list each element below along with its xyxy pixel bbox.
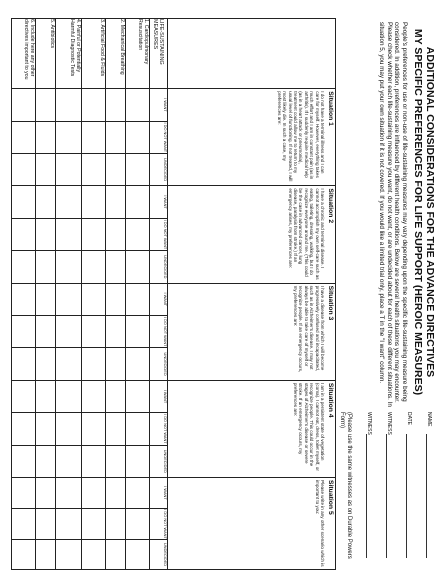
checkbox-cell[interactable] xyxy=(56,477,82,508)
checkbox-cell[interactable] xyxy=(36,121,56,153)
s5-undecided-header: UNDECIDED xyxy=(150,540,168,570)
situation-5-heading: Situation 5 xyxy=(327,479,334,515)
checkbox-cell[interactable] xyxy=(56,186,82,218)
measure-label: 3. Artificial Food & Fluids xyxy=(82,19,106,89)
checkbox-cell[interactable] xyxy=(82,89,106,121)
blank-corner-cell xyxy=(168,19,336,89)
checkbox-cell[interactable] xyxy=(106,445,126,477)
checkbox-cell[interactable] xyxy=(12,89,36,121)
checkbox-cell[interactable] xyxy=(82,218,106,250)
checkbox-cell[interactable] xyxy=(36,413,56,445)
checkbox-cell[interactable] xyxy=(36,509,56,540)
checkbox-cell[interactable] xyxy=(12,413,36,445)
situation-1-description: I do not have a terminal illness and I can care for myself. However, everything takes much effort and I am in constant pain (as in arthritis). If I suddenly require medical help (as in a heart attack or pneumonia), treatment could allow me to return to my usual level of functioning. If not treated, I will most likely die. In such a case, my preferences are: xyxy=(276,91,325,182)
s1-undecided-header: UNDECIDED xyxy=(150,153,168,185)
checkbox-cell[interactable] xyxy=(106,153,126,185)
checkbox-cell[interactable] xyxy=(36,153,56,185)
checkbox-cell[interactable] xyxy=(106,283,126,315)
measure-label: 1. Cardiopulmonary Resuscitation xyxy=(126,19,150,89)
checkbox-cell[interactable] xyxy=(36,283,56,315)
date-line xyxy=(406,434,407,558)
situation-5-header xyxy=(168,477,336,569)
checkbox-cell[interactable] xyxy=(106,89,126,121)
checkbox-cell[interactable] xyxy=(82,153,106,185)
checkbox-cell[interactable] xyxy=(56,121,82,153)
checkbox-cell[interactable] xyxy=(56,445,82,477)
checkbox-cell[interactable] xyxy=(36,315,56,347)
checkbox-cell[interactable] xyxy=(36,540,56,570)
situation-3-header xyxy=(168,283,336,380)
situation-2-heading: Situation 2 xyxy=(327,188,334,224)
measure-label: 4. Painful or Potentially Harmful Diagnostic Tests xyxy=(56,19,82,89)
checkbox-cell[interactable] xyxy=(56,315,82,347)
checkbox-cell[interactable] xyxy=(106,509,126,540)
choice-header-row xyxy=(150,19,168,570)
checkbox-cell[interactable] xyxy=(106,380,126,412)
witness-note: (Please use the same witnesses as on Durable Powers Form) xyxy=(338,412,352,559)
title-line-1: ADDITIONAL CONSIDERATIONS FOR THE ADVANCE DIRECTIVES xyxy=(424,46,436,378)
checkbox-cell[interactable] xyxy=(56,540,82,570)
checkbox-cell[interactable] xyxy=(126,413,150,445)
checkbox-cell[interactable] xyxy=(56,413,82,445)
s4-do-not-want-header: I DO NOT WANT xyxy=(150,413,168,445)
title-line-2: MY SPECIFIC PREFERENCES FOR LIFE SUPPORT (HEROIC MEASURES) xyxy=(412,28,424,396)
checkbox-cell[interactable] xyxy=(12,477,36,508)
witness-2-line xyxy=(366,434,367,558)
situation-2-header xyxy=(168,186,336,283)
s1-want-header: I WANT xyxy=(150,89,168,121)
situation-3-description: I have a disease from which I will become progressively confused and incapacitated, such as in Alzheimer's disease. I may not always be able to take care of myself or recognize people. If an emergency occurs, my preferences are: xyxy=(292,285,325,373)
s3-want-header: I WANT xyxy=(150,283,168,315)
intro-paragraph: People's preferences for use or non-use of life-sustaining measures may vary depending upon the specific life-sustaining measure being considered. In addition, preferences are influenced by different health conditions. Below are several health situations you may encounter. Please check whether each life-sustaining measure you want, do not want, or are undecided about for each of these different situations. In situation 5, you may put your own situation if it is not covered. If you would like a limited trial only, place a T in the "I want" column. xyxy=(378,22,408,407)
checkbox-cell[interactable] xyxy=(106,348,126,380)
checkbox-cell[interactable] xyxy=(12,218,36,250)
measure-label: 2. Mechanical Breathing xyxy=(106,19,126,89)
checkbox-cell[interactable] xyxy=(36,89,56,121)
checkbox-cell[interactable] xyxy=(82,251,106,283)
checkbox-cell[interactable] xyxy=(82,540,106,570)
witness-1-field[interactable] xyxy=(386,412,392,435)
checkbox-cell[interactable] xyxy=(12,251,36,283)
checkbox-cell[interactable] xyxy=(36,251,56,283)
situation-3-heading: Situation 3 xyxy=(327,285,334,321)
s2-undecided-header: UNDECIDED xyxy=(150,251,168,283)
checkbox-cell[interactable] xyxy=(12,509,36,540)
checkbox-cell[interactable] xyxy=(56,153,82,185)
s3-do-not-want-header: I DO NOT WANT xyxy=(150,315,168,347)
checkbox-cell[interactable] xyxy=(126,218,150,250)
checkbox-cell[interactable] xyxy=(82,413,106,445)
checkbox-cell[interactable] xyxy=(56,348,82,380)
checkbox-cell[interactable] xyxy=(36,477,56,508)
checkbox-cell[interactable] xyxy=(36,218,56,250)
checkbox-cell[interactable] xyxy=(106,186,126,218)
checkbox-cell[interactable] xyxy=(12,380,36,412)
witness-1-label: WITNESS xyxy=(386,412,392,435)
preferences-table xyxy=(11,18,336,570)
checkbox-cell[interactable] xyxy=(82,121,106,153)
witness-2-label: WITNESS xyxy=(366,412,372,435)
checkbox-cell[interactable] xyxy=(106,413,126,445)
measure-label: 5. Antibiotics xyxy=(36,19,56,89)
checkbox-cell[interactable] xyxy=(82,477,106,508)
situation-1-header xyxy=(168,89,336,186)
date-label: DATE xyxy=(406,412,412,425)
checkbox-cell[interactable] xyxy=(106,315,126,347)
checkbox-cell[interactable] xyxy=(126,251,150,283)
checkbox-cell[interactable] xyxy=(12,445,36,477)
measure-row xyxy=(56,19,82,570)
measure-label: 6. Include here any other directives important to you xyxy=(12,19,36,89)
checkbox-cell[interactable] xyxy=(56,380,82,412)
checkbox-cell[interactable] xyxy=(12,283,36,315)
checkbox-cell[interactable] xyxy=(126,380,150,412)
name-line xyxy=(426,434,427,558)
checkbox-cell[interactable] xyxy=(12,121,36,153)
situation-4-description: I am in a persistent state of vegetation (coma). I cannot eat, dress, toilet myself, or recognize people. This could occur in the stages of Alzheimer's disease or severe stroke. If an emergency occurs, my preferences are: xyxy=(292,382,325,471)
checkbox-cell[interactable] xyxy=(106,251,126,283)
checkbox-cell[interactable] xyxy=(56,251,82,283)
checkbox-cell[interactable] xyxy=(126,509,150,540)
situation-2-description: I have a chronic and terminal disease. I cannot accomplish my own self-care such as eating, toileting, dressing, walking, but I do recognize everyone around me. (This could be the case in advanced cancer, lung disease, paralysis from stroke.) If an emergency arises, my preferences are: xyxy=(287,188,325,280)
checkbox-cell[interactable] xyxy=(82,283,106,315)
measure-row xyxy=(82,19,106,570)
checkbox-cell[interactable] xyxy=(12,348,36,380)
s1-do-not-want-header: I DO NOT WANT xyxy=(150,121,168,153)
document-title xyxy=(412,22,436,402)
s5-want-header: I WANT xyxy=(150,477,168,508)
s4-undecided-header: UNDECIDED xyxy=(150,445,168,477)
measure-row xyxy=(126,19,150,570)
name-signature-field[interactable] xyxy=(426,412,432,426)
checkbox-cell[interactable] xyxy=(126,477,150,508)
checkbox-cell[interactable] xyxy=(82,445,106,477)
checkbox-cell[interactable] xyxy=(126,186,150,218)
s3-undecided-header: UNDECIDED xyxy=(150,348,168,380)
s2-want-header: I WANT xyxy=(150,186,168,218)
situation-1-heading: Situation 1 xyxy=(327,91,334,126)
checkbox-cell[interactable] xyxy=(126,315,150,347)
checkbox-cell[interactable] xyxy=(106,121,126,153)
checkbox-cell[interactable] xyxy=(36,380,56,412)
checkbox-cell[interactable] xyxy=(126,121,150,153)
checkbox-cell[interactable] xyxy=(56,89,82,121)
checkbox-cell[interactable] xyxy=(126,348,150,380)
situation-4-heading: Situation 4 xyxy=(327,382,334,418)
checkbox-cell[interactable] xyxy=(82,315,106,347)
situation-4-header xyxy=(168,380,336,477)
checkbox-cell[interactable] xyxy=(126,445,150,477)
name-label: NAME xyxy=(426,412,432,427)
checkbox-cell[interactable] xyxy=(126,540,150,570)
checkbox-cell[interactable] xyxy=(126,89,150,121)
measure-row xyxy=(106,19,126,570)
checkbox-cell[interactable] xyxy=(82,509,106,540)
measure-row xyxy=(36,19,56,570)
s4-want-header: I WANT xyxy=(150,380,168,412)
date-signature-field[interactable] xyxy=(406,412,412,425)
s5-do-not-want-header: I DO NOT WANT xyxy=(150,509,168,540)
checkbox-cell[interactable] xyxy=(36,445,56,477)
witness-2-field[interactable] xyxy=(366,412,372,435)
checkbox-cell[interactable] xyxy=(36,348,56,380)
witness-1-line xyxy=(386,434,387,558)
measures-column-header: LIFE-SUSTAINING MEASURES xyxy=(150,19,168,89)
checkbox-cell[interactable] xyxy=(82,380,106,412)
checkbox-cell[interactable] xyxy=(126,153,150,185)
checkbox-cell[interactable] xyxy=(36,186,56,218)
checkbox-cell[interactable] xyxy=(56,218,82,250)
checkbox-cell[interactable] xyxy=(12,315,36,347)
checkbox-cell[interactable] xyxy=(106,540,126,570)
checkbox-cell[interactable] xyxy=(12,540,36,570)
checkbox-cell[interactable] xyxy=(82,186,106,218)
checkbox-cell[interactable] xyxy=(126,283,150,315)
measure-row xyxy=(12,19,36,570)
checkbox-cell[interactable] xyxy=(106,477,126,508)
checkbox-cell[interactable] xyxy=(56,509,82,540)
checkbox-cell[interactable] xyxy=(12,153,36,185)
checkbox-cell[interactable] xyxy=(56,283,82,315)
s2-do-not-want-header: I DO NOT WANT xyxy=(150,218,168,250)
situation-header-row xyxy=(168,19,336,570)
checkbox-cell[interactable] xyxy=(12,186,36,218)
checkbox-cell[interactable] xyxy=(106,218,126,250)
situation-5-description: Please write in any other scenario which is important to you: xyxy=(314,479,325,567)
checkbox-cell[interactable] xyxy=(82,348,106,380)
